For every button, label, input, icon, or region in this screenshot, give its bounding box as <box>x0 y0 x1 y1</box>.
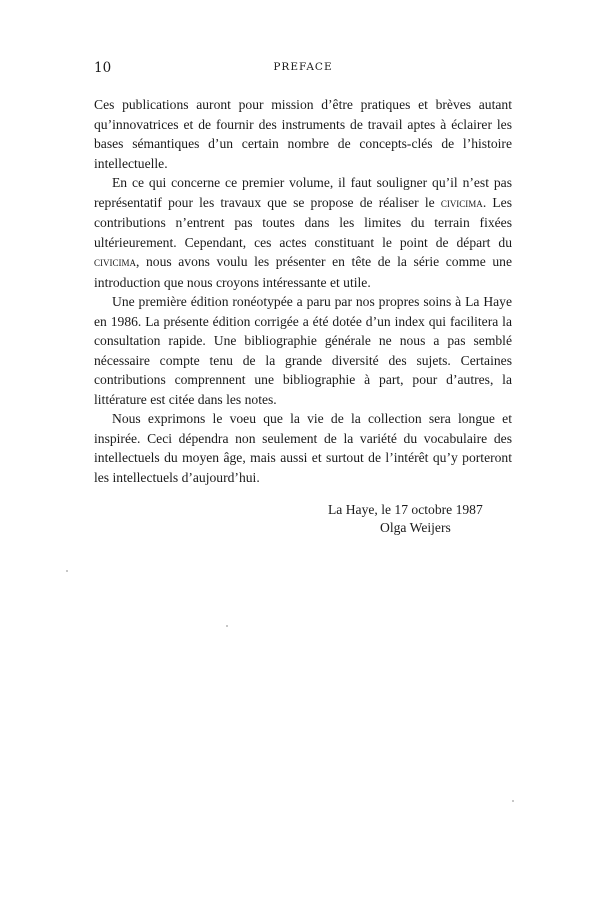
paper-speck <box>226 625 228 627</box>
signature-author: Olga Weijers <box>380 520 451 535</box>
paragraph-3: Une première édition ronéotypée a paru par nos propres soins à La Haye en 1986. La présente édition corrigée a été dotée d’un index qui facilitera la consultation rapide. Une bibliographie générale ne nous a pas semblé nécessaire compte tenu de la grande diversité des sujets. Certaines contributions comprennent une bibliographie à part, pour d’autres, la littérature est citée dans les notes. <box>94 294 512 407</box>
civicima-acronym: civicima <box>94 255 136 269</box>
paragraph-4: Nous exprimons le voeu que la vie de la collection sera longue et inspirée. Ceci dépendra non seulement de la variété du vocabulaire des intellectuels du moyen âge, mais aussi et surtout de l’intérêt qu’y porteront les intellectuels d’aujourd’hui. <box>94 411 512 485</box>
page-number: 10 <box>94 60 112 76</box>
paper-speck <box>512 800 514 802</box>
civicima-acronym: civicima <box>440 195 483 210</box>
running-title: PREFACE <box>273 61 333 73</box>
paragraph-2 <box>94 173 512 292</box>
book-page <box>94 60 512 537</box>
paragraph-2-text-c: , nous avons voulu les présenter en tête de la série comme une introduction que nous croyons intéressante et utile. <box>94 254 512 290</box>
paragraph-1: Ces publications auront pour mission d’être pratiques et brèves autant qu’innovatrices et de fournir des instruments de travail aptes à éclairer les bases sémantiques d’un certain nombre de concepts-clés de l’histoire intellectuelle. <box>94 97 512 171</box>
signature-block <box>94 501 512 537</box>
running-head <box>94 60 512 80</box>
preface-body <box>94 95 512 487</box>
paragraph-2-text-a: En ce qui concerne ce premier volume, il faut souligner qu’il n’est pas représentatif pour les travaux que se propose de réaliser le <box>94 175 512 210</box>
paragraph-2-text-b: . Les contributions n’entrent pas toutes dans les limites du terrain fixées ultérieurement. Cependant, ces actes constituant le point de départ du <box>94 194 512 250</box>
paper-speck <box>66 570 68 572</box>
signature-date: La Haye, le 17 octobre 1987 <box>328 502 483 517</box>
